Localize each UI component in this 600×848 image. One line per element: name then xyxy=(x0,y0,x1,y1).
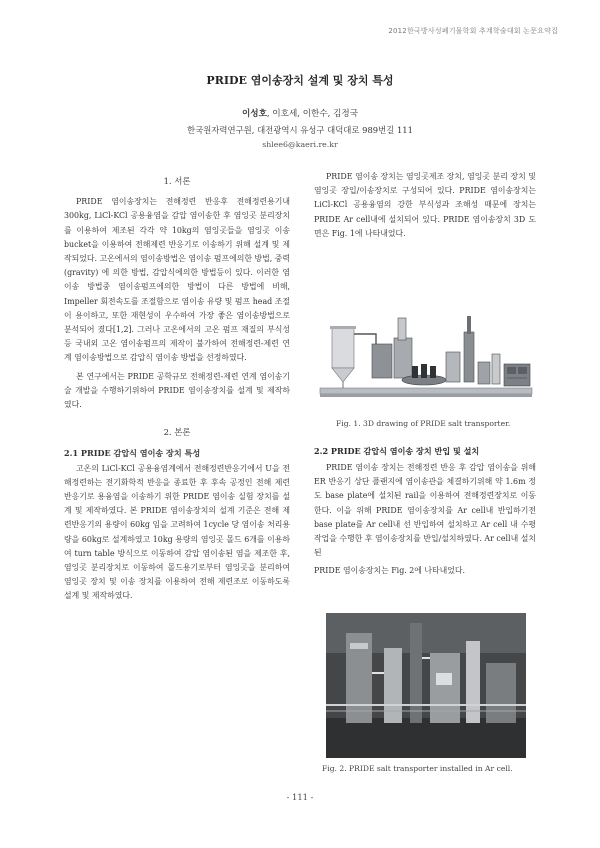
body-paragraph-2-2: PRIDE 염이송 장치는 전해정련 반응 후 감압 염이송을 위해 ER 반응기 상단 플랜지에 염이송관을 체결하기위해 약 1.6m 정도 base plate에 설치된 rail을 이용하여 전해정련장치로 이동한다. 이을 위해 PRIDE 염이송장치를 Ar cell내 반입하기전 base plate를 Ar cell내 선 반입하여 설치하고 Ar cell 내 수평작업을 수행한 후 염이송장치를 반입/설치하였다. Ar cell내 설치된 xyxy=(314,463,536,558)
figure-1-caption: Fig. 1. 3D drawing of PRIDE salt transporter. xyxy=(336,419,511,428)
right-column-lower xyxy=(314,461,536,579)
page-number: - 111 - xyxy=(286,792,314,802)
subsection-heading-2-1: 2.1 PRIDE 감압식 염이송 장치 특성 xyxy=(64,448,201,459)
figure-2-caption: Fig. 2. PRIDE salt transporter installed in Ar cell. xyxy=(322,764,513,773)
co-authors: , 이호세, 이한수, 김정국 xyxy=(266,109,358,119)
left-column xyxy=(64,170,290,604)
figure-1-3d-drawing xyxy=(314,308,536,408)
subsection-heading-2-2: 2.2 PRIDE 감압식 염이송 장치 반입 및 설치 xyxy=(314,446,480,456)
right-column xyxy=(314,170,536,241)
author-email: shlee6@kaeri.re.kr xyxy=(262,140,338,149)
running-header: 2012한국방사성폐기물학회 추계학술대회 논문요약집 xyxy=(388,27,558,35)
figure-2-photo xyxy=(326,613,526,758)
section-heading-intro: 1. 서론 xyxy=(163,176,191,186)
right-paragraph-1: PRIDE 염이송 장치는 염잉곳제조 장치, 염잉곳 분리 장치 및 염잉곳 장입/이송장치로 구성되어 있다. PRIDE 염이송장치는 LiCl-KCl 공용융염의 강한 부식성과 조해성 때문에 장치는 PRIDE Ar cell내에 설치되어 있다. PRIDE 염이송장치 3D 도면은 Fig. 1에 나타내었다. xyxy=(314,172,536,238)
body-paragraph-2-2-end: PRIDE 염이송장치는 Fig. 2에 나타내었다. xyxy=(314,566,466,576)
intro-paragraph-2: 본 연구에서는 PRIDE 공학규모 전해정련-제련 연계 염이송기술 개발을 수행하기위하여 PRIDE 염이송장치를 설계 및 제작하였다. xyxy=(64,371,290,410)
affiliation: 한국원자력연구원, 대전광역시 유성구 대덕대로 989번길 111 xyxy=(187,125,413,135)
body-paragraph-2-1: 고온의 LiCl-KCl 공용융염계에서 전해정련반응기에서 U을 전해정련하는 전기화학적 반응을 종료한 후 후속 공정인 전해 제련 반응기로 용융염을 이송하기 위한 PRIDE 염이송 실험 장치를 설계 및 제작하였다. 본 PRIDE 염이송장치의 설계 기준은 전해 제련반응기의 용량이 60kg 임을 고려하여 1cycle 당 염이송 처리용량을 60kg로 설계하였고 10kg 용량의 염잉곳 몰드 6개를 이용하여 turn table 방식으로 이동하여 감압 염이송된 염을 제조한 후, 염잉곳 분리장치로 이동하여 몰드용기로부터 염잉곳을 분리하여 염잉곳 장치 및 이송 장치를 이용하여 전해 제련조로 이동하도록 설계 및 제작하였다. xyxy=(64,463,290,601)
section-heading-body: 2. 본론 xyxy=(163,427,191,438)
intro-paragraph-1: PRIDE 염이송장치는 전해정련 반응후 전해정련용기내 300kg, LiCl-KCl 공용융염을 감압 염이송한 후 염잉곳 분리장치를 이용하여 제조된 각각 약 10kg의 염잉곳들을 염잉곳 이송 bucket을 이용하여 전해제련 반응기로 이송하기 위해 설계 및 제작되었다. 고온에서의 염이송방법은 염이송 펌프에의한 방법, 중력(gravity) 에 의한 방법, 감압식에의한 방법등이 있다. 이러한 염이송 방법중 염이송펌프에의한 방법이 다른 방법에 비해, Impeller 회전속도를 조절함으로 염이송 유량 및 펌프 head 조절이 용이하고, 또한 재현성이 우수하여 가장 좋은 염이송방법으로 분석되어 졌다[1,2]. 그러나 고온에서의 고온 펌프 재질의 부식성등 국내외 고온 염이송펌프의 제작이 불가하여 전해정련-제련 연계 염이송방법으로 감압식 염이송 방법을 선정하였다. xyxy=(64,197,290,363)
paper-title: PRIDE 염이송장치 설계 및 장치 특성 xyxy=(206,74,394,87)
author-list xyxy=(0,107,600,119)
lead-author: 이성호 xyxy=(241,109,267,119)
